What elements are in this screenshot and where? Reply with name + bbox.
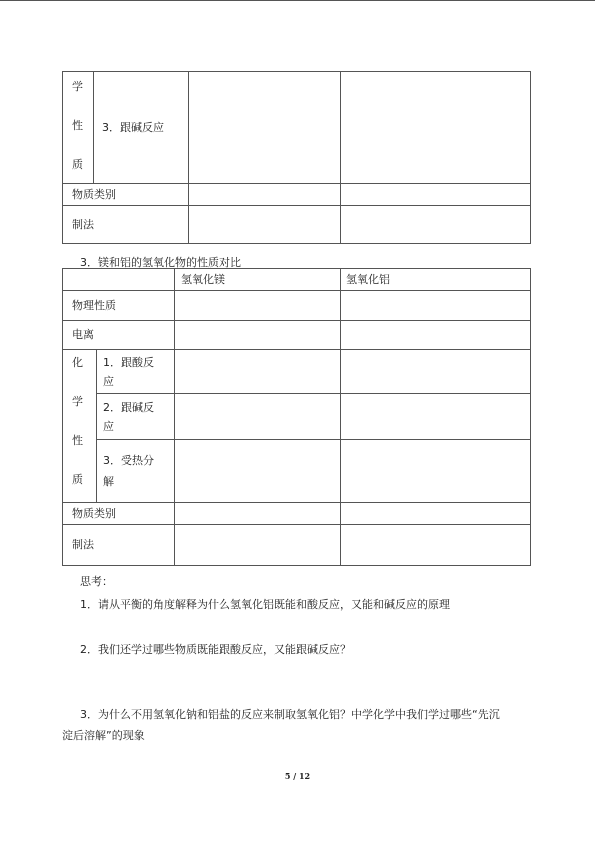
page-number: 5 / 12: [284, 771, 311, 781]
side-label-chemical-properties: [63, 72, 94, 184]
cell-empty: [175, 394, 341, 440]
side-char: 学: [72, 395, 83, 408]
column-header-mg-hydroxide: 氢氧化镁: [175, 269, 341, 291]
side-char: 化: [72, 356, 83, 369]
row-label-category: 物质类别: [63, 503, 175, 525]
row-label-method: 制法: [63, 206, 189, 244]
row-label-react-with-base: 3．跟碱反应: [94, 72, 189, 184]
cell-empty: [189, 184, 341, 206]
cell-empty: [175, 440, 341, 503]
sub-row-react-base: 2．跟碱反应: [97, 394, 175, 440]
side-char: 学: [72, 80, 83, 93]
cell-empty: [175, 291, 341, 321]
cell-empty: [175, 350, 341, 394]
side-char: 性: [72, 119, 83, 132]
table2-heading: 3．镁和铝的氢氧化物的性质对比: [80, 256, 241, 269]
sub-row-react-acid: 1．跟酸反应: [97, 350, 175, 394]
question-3-line-2: 淀后溶解”的现象: [62, 729, 145, 742]
column-header-al-hydroxide: 氢氧化铝: [341, 269, 531, 291]
header-empty: [63, 269, 175, 291]
cell-empty: [341, 394, 531, 440]
row-label-method: 制法: [63, 525, 175, 566]
cell-empty: [341, 206, 531, 244]
cell-empty: [175, 321, 341, 350]
cell-empty: [175, 525, 341, 566]
cell-empty: [341, 321, 531, 350]
question-1: 1．请从平衡的角度解释为什么氢氧化铝既能和酸反应，又能和碱反应的原理: [80, 598, 450, 611]
side-char: 质: [72, 158, 83, 171]
row-label-physical: 物理性质: [63, 291, 175, 321]
table-properties-continued: [62, 71, 531, 244]
page-top-rule: [0, 0, 595, 1]
cell-empty: [341, 440, 531, 503]
cell-empty: [189, 72, 341, 184]
cell-empty: [341, 72, 531, 184]
side-char: 质: [72, 473, 83, 486]
cell-empty: [175, 503, 341, 525]
cell-empty: [341, 525, 531, 566]
question-2: 2．我们还学过哪些物质既能跟酸反应，又能跟碱反应？: [80, 643, 351, 656]
row-label-ionization: 电离: [63, 321, 175, 350]
cell-empty: [341, 291, 531, 321]
thinking-title: 思考：: [80, 575, 113, 588]
cell-empty: [189, 206, 341, 244]
cell-empty: [341, 503, 531, 525]
side-label-chemical-properties: [63, 350, 97, 503]
table-hydroxide-comparison: [62, 268, 531, 566]
row-label-category: 物质类别: [63, 184, 189, 206]
cell-empty: [341, 184, 531, 206]
question-3-line-1: 3．为什么不用氢氧化钠和铝盐的反应来制取氢氧化铝？中学化学中我们学过哪些“先沉: [80, 708, 500, 721]
cell-empty: [341, 350, 531, 394]
side-char: 性: [72, 434, 83, 447]
sub-row-thermal-decomposition: 3．受热分解: [97, 440, 175, 503]
